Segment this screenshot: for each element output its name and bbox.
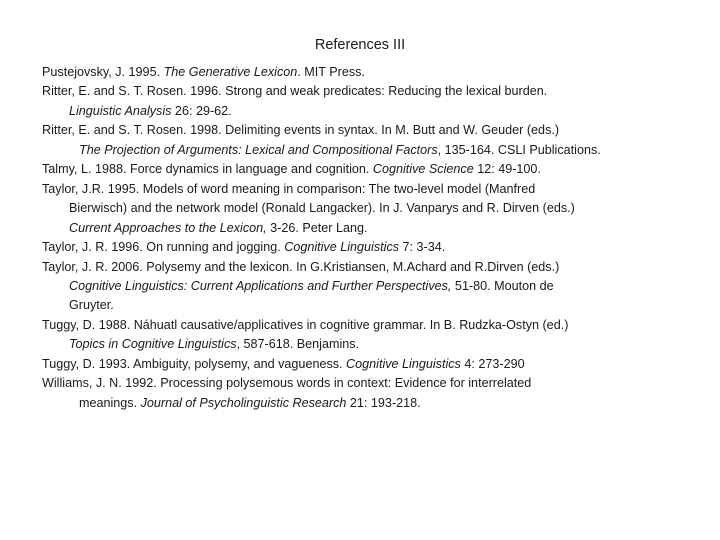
reference-italic-title: Journal of Psycholinguistic Research [140,395,347,410]
reference-text: Taylor, J. R. 1996. On running and jogging. [42,240,285,255]
reference-entry [42,82,692,121]
reference-entry [42,374,692,413]
reference-text: Taylor, J. R. 2006. Polysemy and the lexicon. In G.Kristiansen, M.Achard and R.Dirven (eds.) [42,259,560,274]
reference-text: meanings. [79,395,141,410]
reference-text: 3-26. Peter Lang. [266,220,368,235]
reference-line [42,180,692,199]
reference-line [42,335,692,354]
reference-entry [42,180,692,238]
reference-line [42,219,692,238]
reference-text: , 135-164. CSLI Publications. [437,142,601,157]
reference-line [42,394,692,413]
reference-text: Tuggy, D. 1988. Náhuatl causative/applicatives in cognitive grammar. In B. Rudzka-Ostyn (ed.) [42,317,569,332]
reference-line [42,199,692,218]
reference-italic-title: Current Approaches to the Lexicon, [69,220,267,235]
reference-italic-title: Topics in Cognitive Linguistics [69,337,237,352]
reference-text: , 587-618. Benjamins. [236,337,360,352]
reference-text: 21: 193-218. [346,395,421,410]
reference-line [42,296,692,315]
reference-line [42,102,692,121]
reference-text: Ritter, E. and S. T. Rosen. 1996. Strong and weak predicates: Reducing the lexical burden. [42,84,548,99]
reference-text: Taylor, J.R. 1995. Models of word meaning in comparison: The two-level model (Manfred [42,181,536,196]
reference-entry [42,63,692,82]
reference-italic-title: The Projection of Arguments: Lexical and Compositional Factors [79,142,438,157]
reference-line [42,374,692,393]
reference-text: 12: 49-100. [473,162,541,177]
reference-line [42,316,692,335]
reference-italic-title: Cognitive Linguistics [346,356,461,371]
reference-italic-title: Linguistic Analysis [69,103,172,118]
reference-line [42,277,692,296]
reference-italic-title: Cognitive Linguistics [284,240,400,255]
reference-text: Tuggy, D. 1993. Ambiguity, polysemy, and vagueness. [42,356,347,371]
reference-entry [42,355,692,374]
reference-text: Talmy, L. 1988. Force dynamics in language and cognition. [42,162,373,177]
reference-text: Ritter, E. and S. T. Rosen. 1998. Delimiting events in syntax. In M. Butt and W. Geuder (eds.) [42,123,560,138]
reference-line [42,121,692,140]
reference-italic-title: Cognitive Science [372,162,474,177]
reference-list [42,63,692,413]
slide-title: References III [314,37,406,53]
reference-text: Bierwisch) and the network model (Ronald Langacker). In J. Vanparys and R. Dirven (eds.) [69,201,575,216]
reference-text: 7: 3-34. [399,240,446,255]
reference-line [42,258,692,277]
reference-entry [42,121,692,160]
reference-line [42,355,692,374]
reference-text: 4: 273-290 [460,356,525,371]
reference-line [42,141,692,160]
reference-italic-title: Cognitive Linguistics: Current Applications and Further Perspectives, [69,278,452,293]
reference-entry [42,316,692,355]
reference-entry [42,258,692,316]
reference-line [42,63,692,82]
reference-text: Pustejovsky, J. 1995. [42,65,164,79]
reference-text: . MIT Press. [297,65,365,79]
reference-entry [42,238,692,257]
reference-text: Williams, J. N. 1992. Processing polysemous words in context: Evidence for interrelated [42,376,532,391]
reference-entry [42,160,692,179]
reference-text: 26: 29-62. [171,103,232,118]
reference-line [42,160,692,179]
reference-line [42,238,692,257]
reference-italic-title: The Generative Lexicon [163,65,298,79]
reference-line [42,82,692,101]
reference-text: 51-80. Mouton de [451,278,554,293]
reference-text: Gruyter. [69,298,114,313]
